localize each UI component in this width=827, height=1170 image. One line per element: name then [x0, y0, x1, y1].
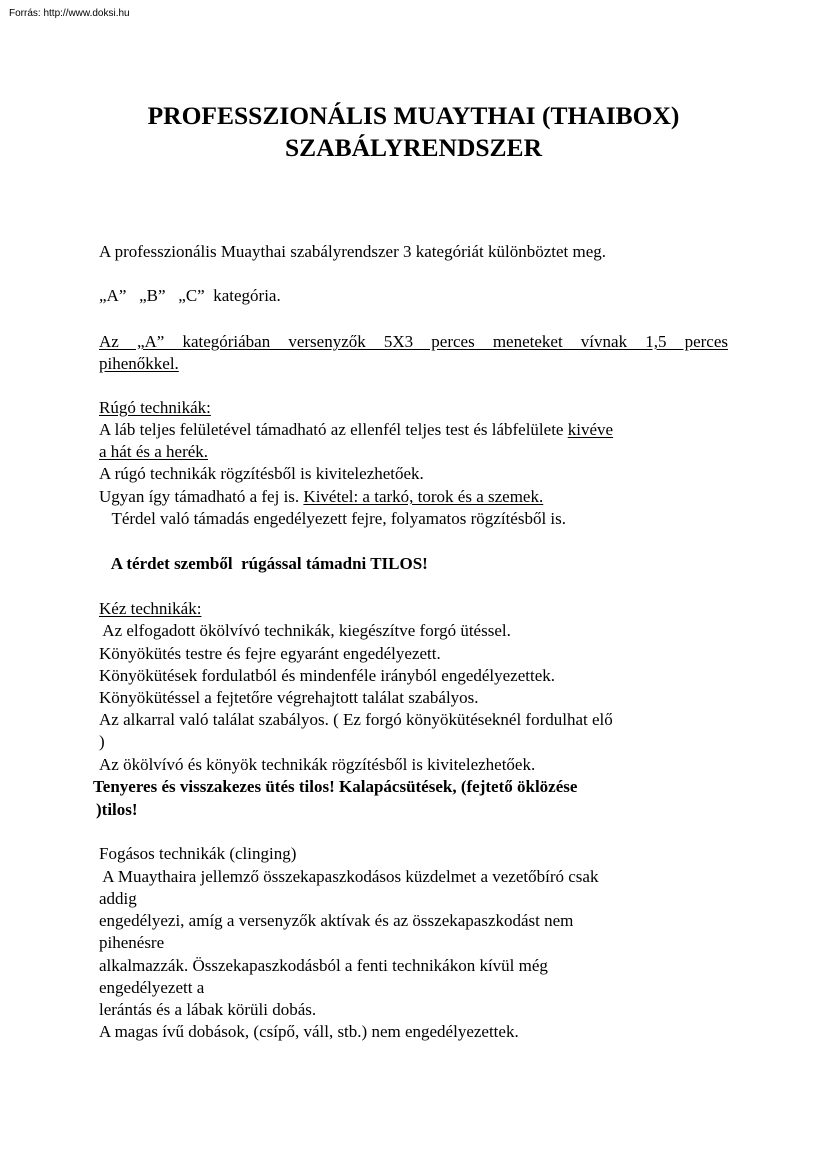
clinch-line6: engedélyezett a: [99, 978, 205, 997]
clinch-line3: engedélyezi, amíg a versenyzők aktívak és az összekapaszkodást nem: [99, 911, 574, 930]
hand-line6: ): [99, 732, 105, 751]
hand-techniques-heading: Kéz technikák:: [99, 599, 202, 618]
category-a-line1: Az „A” kategóriában versenyzők 5X3 perces meneteket vívnak 1,5 perces: [99, 332, 728, 351]
clinch-line5: alkalmazzák. Összekapaszkodásból a fenti technikákon kívül még: [99, 956, 548, 975]
kick-warning: A térdet szemből rúgással támadni TILOS!: [99, 554, 428, 573]
kick-line5: Térdel való támadás engedélyezett fejre, folyamatos rögzítésből is.: [99, 509, 567, 528]
hand-line7: Az ökölvívó és könyök technikák rögzítésből is kivitelezhetőek.: [99, 755, 536, 774]
clinch-line4: pihenésre: [99, 933, 165, 952]
kick-line2: a hát és a herék.: [99, 442, 209, 461]
category-a-line2: pihenőkkel.: [99, 354, 179, 373]
hand-line5: Az alkarral való találat szabályos. ( Ez forgó könyökütéseknél fordulhat elő: [99, 710, 613, 729]
clinch-techniques-heading: Fogásos technikák (clinging): [99, 844, 297, 863]
kick-line4-underlined: Kivétel: a tarkó, torok és a szemek.: [303, 487, 544, 506]
clinch-line8: A magas ívű dobások, (csípő, váll, stb.) nem engedélyezettek.: [99, 1022, 519, 1041]
hand-warning-line2: )tilos!: [96, 800, 138, 819]
hand-line1: Az elfogadott ökölvívó technikák, kiegészítve forgó ütéssel.: [99, 621, 511, 640]
kick-line3: A rúgó technikák rögzítésből is kivitelezhetőek.: [99, 464, 424, 483]
hand-line3: Könyökütések fordulatból és mindenféle irányból engedélyezettek.: [99, 666, 556, 685]
kick-line1-text: A láb teljes felületével támadható az ellenfél teljes test és lábfelülete: [99, 420, 568, 439]
document-title-line1: PROFESSZIONÁLIS MUAYTHAI (THAIBOX): [147, 101, 680, 130]
hand-warning-line1: Tenyeres és visszakezes ütés tilos! Kalapácsütések, (fejtető öklözése: [93, 777, 578, 796]
clinch-line2: addig: [99, 889, 137, 908]
kick-line1: [99, 419, 613, 441]
clinch-line7: lerántás és a lábak körüli dobás.: [99, 1000, 317, 1019]
hand-line4: Könyökütéssel a fejtetőre végrehajtott találat szabályos.: [99, 688, 479, 707]
clinch-line1: A Muaythaira jellemző összekapaszkodásos küzdelmet a vezetőbíró csak: [99, 867, 599, 886]
hand-line2: Könyökütés testre és fejre egyaránt engedélyezett.: [99, 644, 441, 663]
kick-techniques-heading: Rúgó technikák:: [99, 398, 211, 417]
categories-line: „A” „B” „C” kategória.: [99, 286, 281, 305]
kick-line1-underlined: kivéve: [567, 420, 614, 439]
source-label: Forrás: http://www.doksi.hu: [9, 8, 130, 19]
kick-line4: [99, 486, 543, 508]
document-title-line2: SZABÁLYRENDSZER: [285, 133, 542, 162]
intro-paragraph: A professzionális Muaythai szabályrendszer 3 kategóriát különböztet meg.: [99, 242, 607, 261]
kick-line4-text: Ugyan így támadható a fej is.: [99, 487, 304, 506]
